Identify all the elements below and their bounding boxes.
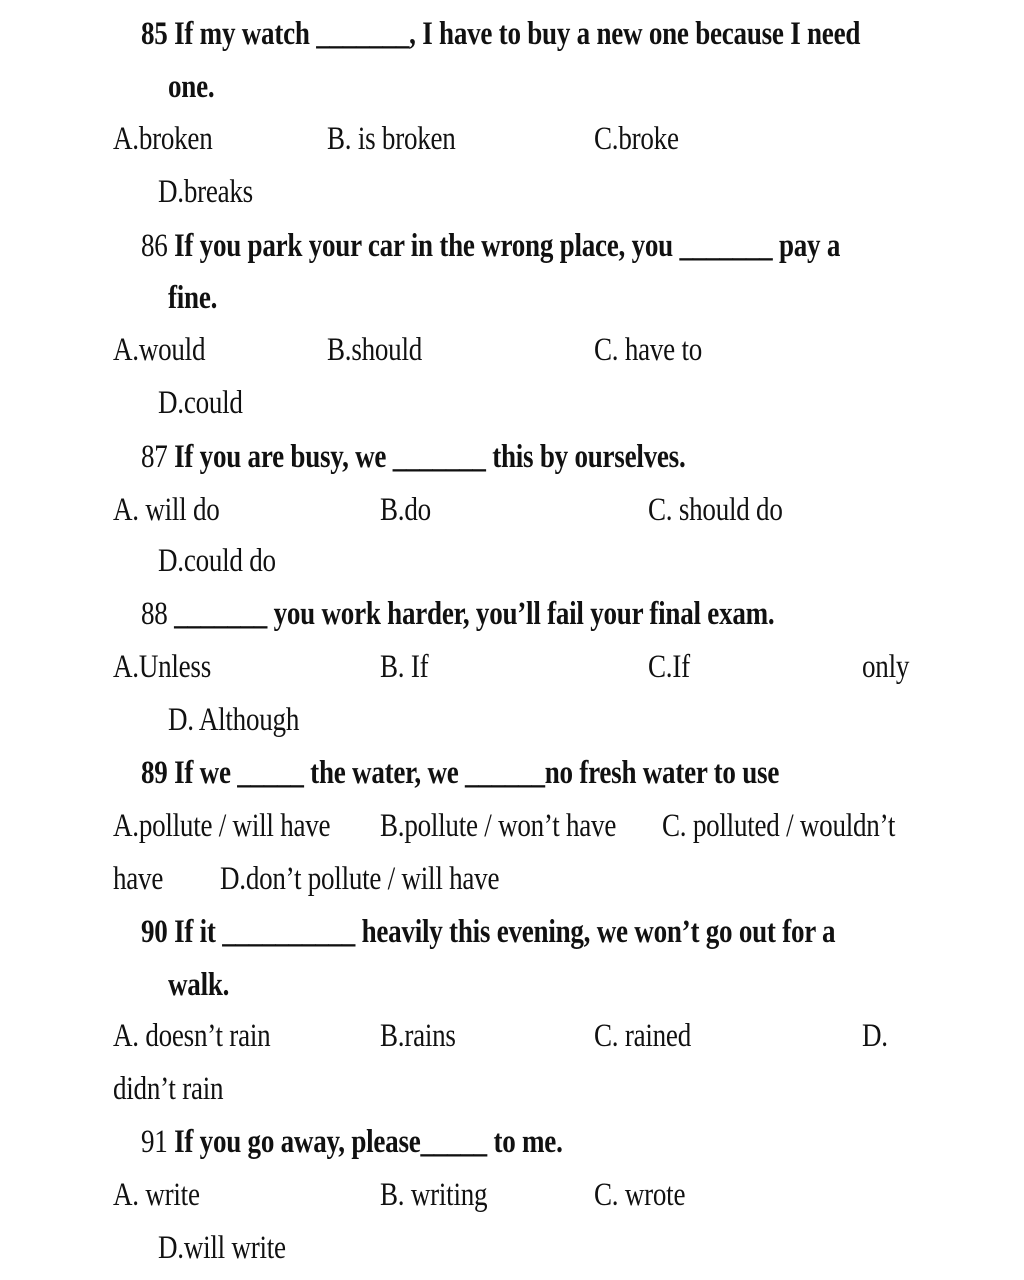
option-86-d: D.could xyxy=(158,385,243,421)
option-87-d: D.could do xyxy=(158,543,276,579)
option-91-c: C. wrote xyxy=(594,1177,686,1213)
option-87-a: A. will do xyxy=(113,492,220,528)
option-85-c: C.broke xyxy=(594,121,679,157)
question-86-stem: 86 If you park your car in the wrong place, you _______ pay a xyxy=(141,228,841,264)
option-88-a: A.Unless xyxy=(113,649,212,685)
option-90-b: B.rains xyxy=(380,1018,456,1054)
option-90-d: D. xyxy=(862,1018,888,1054)
option-89-d: D.don’t pollute / will have xyxy=(220,861,500,897)
option-86-c: C. have to xyxy=(594,332,703,368)
option-91-d: D.will write xyxy=(158,1230,286,1266)
question-91-stem: 91 If you go away, please_____ to me. xyxy=(141,1124,563,1160)
option-89-c: C. polluted / wouldn’t xyxy=(662,808,896,844)
question-87-stem: 87 If you are busy, we _______ this by ourselves. xyxy=(141,439,686,475)
question-86-stem-cont: fine. xyxy=(168,280,218,316)
option-88-c: C.If xyxy=(648,649,690,685)
question-89-stem: 89 If we _____ the water, we ______no fresh water to use xyxy=(141,755,780,791)
option-88-c-cont: only xyxy=(862,649,910,685)
option-89-a: A.pollute / will have xyxy=(113,808,331,844)
question-90-stem: 90 If it __________ heavily this evening, we won’t go out for a xyxy=(141,914,836,950)
option-89-b: B.pollute / won’t have xyxy=(380,808,617,844)
option-90-c: C. rained xyxy=(594,1018,691,1054)
option-90-a: A. doesn’t rain xyxy=(113,1018,271,1054)
option-85-a: A.broken xyxy=(113,121,213,157)
option-88-d: D. Although xyxy=(168,702,300,738)
option-91-b: B. writing xyxy=(380,1177,488,1213)
option-86-a: A.would xyxy=(113,332,206,368)
option-85-d: D.breaks xyxy=(158,174,253,210)
option-90-d-cont: didn’t rain xyxy=(113,1071,224,1107)
option-86-b: B.should xyxy=(327,332,423,368)
question-85-stem-cont: one. xyxy=(168,69,215,105)
option-87-c: C. should do xyxy=(648,492,783,528)
option-89-c-cont: have xyxy=(113,861,164,897)
question-88-stem: 88 _______ you work harder, you’ll fail your final exam. xyxy=(141,596,775,632)
question-90-stem-cont: walk. xyxy=(168,967,230,1003)
option-91-a: A. write xyxy=(113,1177,200,1213)
option-88-b: B. If xyxy=(380,649,429,685)
question-85-stem: 85 If my watch _______, I have to buy a new one because I need xyxy=(141,16,861,52)
option-87-b: B.do xyxy=(380,492,431,528)
option-85-b: B. is broken xyxy=(327,121,456,157)
